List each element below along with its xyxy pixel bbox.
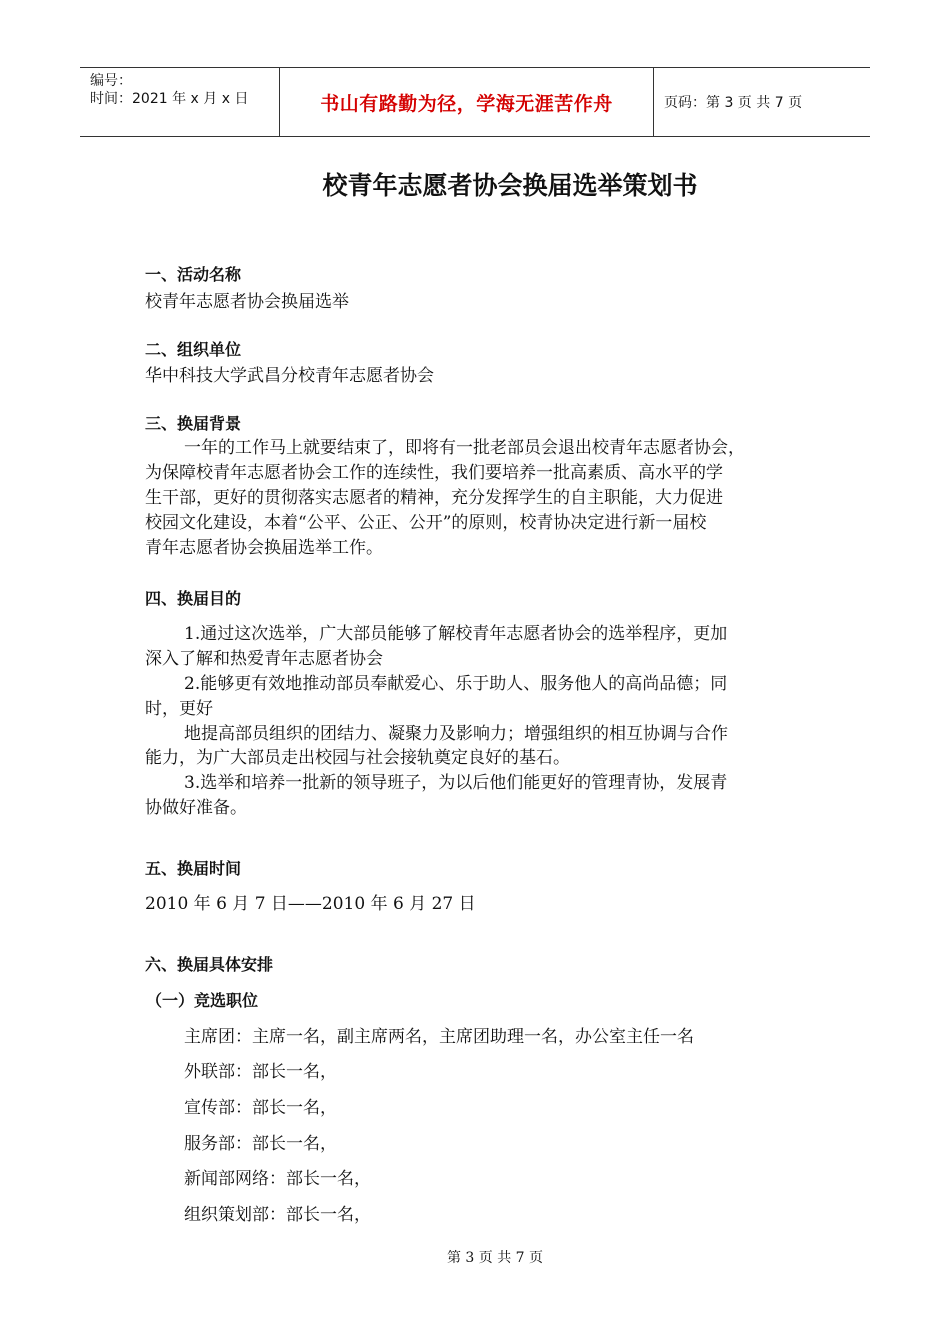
paragraph-line: 能力，为广大部员走出校园与社会接轨奠定良好的基石。 xyxy=(145,748,570,768)
paragraph-line: 一年的工作马上就要结束了，即将有一批老部员会退出校青年志愿者协会， xyxy=(184,438,745,458)
paragraph-line: 2.能够更有效地推动部员奉献爱心、乐于助人、服务他人的高尚品德；同 xyxy=(184,674,728,694)
header-meta xyxy=(80,68,280,136)
section-2-heading: 二、组织单位 xyxy=(145,340,242,359)
position-item: 组织策划部：部长一名， xyxy=(184,1205,371,1225)
motto: 书山有路勤为径，学海无涯苦作舟 xyxy=(320,92,613,115)
position-item: 宣传部：部长一名， xyxy=(184,1098,337,1118)
section-1-heading: 一、活动名称 xyxy=(145,265,242,284)
paragraph-line: 校园文化建设，本着“公平、公正、公开”的原则，校青协决定进行新一届校 xyxy=(145,513,707,533)
header-page-cell xyxy=(654,68,870,136)
subsection-heading: （一）竞选职位 xyxy=(146,991,259,1010)
paragraph-line: 深入了解和热爱青年志愿者协会 xyxy=(145,649,383,669)
paragraph-line: 协做好准备。 xyxy=(145,798,247,818)
header-motto-cell xyxy=(280,68,654,136)
time-label: 时间：2021 年 x 月 x 日 xyxy=(90,91,249,107)
section-6-heading: 六、换届具体安排 xyxy=(145,955,274,974)
section-2-body: 华中科技大学武昌分校青年志愿者协会 xyxy=(145,366,434,386)
paragraph-line: 1.通过这次选举，广大部员能够了解校青年志愿者协会的选举程序，更加 xyxy=(184,624,728,644)
document-header xyxy=(80,67,870,137)
paragraph-line: 3.选举和培养一批新的领导班子，为以后他们能更好的管理青协，发展青 xyxy=(184,773,728,793)
section-1-body: 校青年志愿者协会换届选举 xyxy=(145,292,349,312)
position-item: 外联部：部长一名， xyxy=(184,1062,337,1082)
section-3-heading: 三、换届背景 xyxy=(145,414,242,433)
section-5-body: 2010 年 6 月 7 日——2010 年 6 月 27 日 xyxy=(145,894,476,914)
page-footer: 第 3 页 共 7 页 xyxy=(446,1250,544,1266)
position-item: 新闻部网络：部长一名， xyxy=(184,1169,371,1189)
paragraph-line: 为保障校青年志愿者协会工作的连续性，我们要培养一批高素质、高水平的学 xyxy=(145,463,723,483)
paragraph-line: 青年志愿者协会换届选举工作。 xyxy=(145,538,383,558)
section-5-heading: 五、换届时间 xyxy=(145,859,242,878)
page-info: 页码：第 3 页 共 7 页 xyxy=(664,95,803,111)
paragraph-line: 时，更好 xyxy=(145,699,213,719)
position-item: 主席团：主席一名，副主席两名，主席团助理一名，办公室主任一名 xyxy=(184,1027,694,1047)
paragraph-line: 生干部，更好的贯彻落实志愿者的精神，充分发挥学生的自主职能，大力促进 xyxy=(145,488,723,508)
position-item: 服务部：部长一名， xyxy=(184,1134,337,1154)
section-4-heading: 四、换届目的 xyxy=(145,589,242,608)
paragraph-line: 地提高部员组织的团结力、凝聚力及影响力；增强组织的相互协调与合作 xyxy=(184,724,728,744)
document-title: 校青年志愿者协会换届选举策划书 xyxy=(322,171,698,200)
number-label: 编号： xyxy=(90,73,132,89)
